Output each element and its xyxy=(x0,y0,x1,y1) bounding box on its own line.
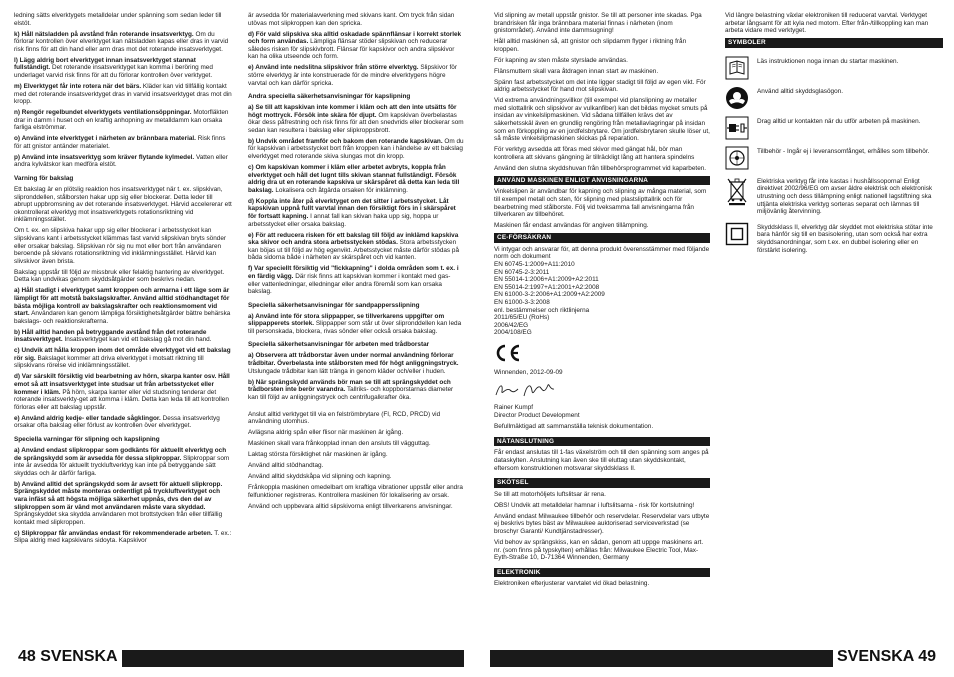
paragraph-body: Bakslag uppstår till följd av missbruk eller felaktig hantering av elverktyget. Detta kan undvikas genom skyddsåtgärder som beskrivs nedan. xyxy=(14,268,225,284)
weee-bin-icon xyxy=(725,176,749,206)
paragraph-lead: c) Om kapskivan kommer i kläm eller arbetet avbryts, koppla från elverktyget och håll det lugnt tills skivan stannat fullständigt. Försök aldrig dra ut en roterande kapskiva ur skärspåret då detta kan leda till bakslag. xyxy=(248,164,460,194)
paragraph xyxy=(248,352,464,375)
paragraph: Vid behov av sprängskiss, kan en sådan, genom att uppge maskinens art. nr. (som finns på typskylten) erhållas från: Milwaukee Electric Tool, Max-Eyth-Straße 10, D-71364 Winnenden, Germany xyxy=(494,538,704,562)
mains-text: Får endast anslutas till 1-fas växelström och till den spänning som anges på dataskylten. Anslutning kan även ske till eluttag utan skyddskontakt, eftersom konstruktionen motsvarar skyddsklass II. xyxy=(494,449,709,472)
paragraph-body: Anslut alltid verktyget till via en felströmbrytare (FI, RCD, PRCD) vid användning utomhus. xyxy=(248,410,441,426)
section-heading: Speciella säkerhetsanvisningar för sandpappersslipning xyxy=(248,301,420,309)
paragraph-lead: d) Var särskilt försiktig vid bearbetning av hörn, skarpa kanter osv. Håll emot så att insatsverktyget inte studsar ut från arbetsstycket eller kommer i kläm. xyxy=(14,373,230,396)
right-page-label: SVENSKA 49 xyxy=(833,646,940,668)
ce-line: 2011/65/EU (RoHs) xyxy=(494,314,550,322)
paragraph xyxy=(248,462,464,470)
paragraph xyxy=(14,269,232,284)
paragraph: Vid extrema användningsvillkor (till exempel vid planslipning av metaller med slottallrik och slipskivor av vulkanfiber) kan det bildas mycket smuts på insidan av vinkelslipmaskinen. Vid sådana tillfällen krävs det av säkerhetsskäl även en grundlig rengöring från metallavlagringar på insidan som en förkoppling av en jordfelsbrytare. Om jordfelsbrytaren skulle löser ut, så måste vinkelslipmaskinen skickas på reparation. xyxy=(494,97,710,143)
paragraph-body: Risk finns för att gnistor antänder materialet. xyxy=(14,135,226,150)
read-manual-icon xyxy=(725,56,749,80)
paragraph xyxy=(14,347,232,370)
paragraph-lead: a) Observera att trådborstar även under normal användning förlorar trådbitar. Överbelasta inte stålborsten med för högt anliggningstryck. xyxy=(248,352,459,368)
paragraph xyxy=(248,138,464,161)
paragraph xyxy=(14,530,232,545)
safety-glasses-icon xyxy=(725,86,749,110)
section-heading: Speciella varningar för slipning och kapslipning xyxy=(14,435,160,443)
ce-line: EN 55014-1:2006+A1:2009+A2:2011 xyxy=(494,276,599,284)
intended-use-text xyxy=(494,188,710,229)
paragraph xyxy=(248,411,464,426)
paragraph-lead: a) Använd inte för stora slippapper, se tillverkarens uppgifter om slippapperets storlek. xyxy=(248,312,445,328)
paragraph-body: T. ex.: Slipa aldrig med kapskivans sidoyta. Kapskivor xyxy=(14,529,232,545)
paragraph xyxy=(248,429,464,437)
paragraph-body: Om du förlorar kontrollen över elverktyget kan nätsladden kapas eller dras in varvid risk finns för att din hand eller arm dras mot det roterande insatsverktyget. xyxy=(14,30,229,53)
paragraph-body: Lämpliga flänsar stöder slipskivan och reducerar således risken för slipskivbrott. Flänsar för kapskivor och andra slipskivor kan ha olika utseende och form. xyxy=(248,38,455,61)
section-heading: Speciella säkerhetsanvisningar för arbeten med trådborstar xyxy=(248,341,430,349)
right-column-1 xyxy=(494,12,710,591)
section-heading-electronics: ELEKTRONIK xyxy=(494,568,710,578)
paragraph-lead: e) Använd inte nedslitna slipskivor från större elverktyg. xyxy=(248,64,419,72)
paragraph-body: På hörn, skarpa kanter eller vid studsning tenderar det roterande insatsverkty-get att komma i kläm. Detta kan leda till att kontrollen förloras eller att bakslag uppstår. xyxy=(14,388,229,411)
paragraph-body: Avlägsna aldrig spån eller flisor när maskinen är igång. xyxy=(248,429,404,437)
symbol-text-class-ii: Skyddsklass II, elverktyg där skyddet mot elektriska stötar inte bara hänför sig till en basisolering, utan som också har extra skyddsanordningar, som t.ex. en dubbel isolering eller en förstärkt isolering. xyxy=(757,223,933,254)
paragraph-body: är avsedda för materialavverkning med skivans kant. Om tryck från sidan utövas mot slipkroppen kan den spricka. xyxy=(248,12,455,27)
paragraph xyxy=(248,503,464,511)
ce-line: EN 61000-3-2:2006+A1:2009+A2:2009 xyxy=(494,291,605,299)
paragraph-lead: c) Slipkroppar får användas endast för rekommenderade arbeten. xyxy=(14,529,213,537)
left-column-2 xyxy=(248,12,464,514)
section-heading-ce: CE-FÖRSÄKRAN xyxy=(494,233,710,243)
paragraph xyxy=(14,12,232,27)
paragraph-body: Slipskivor för större elverktyg är inte konstruerade för de mindre elverktygens högre varvtal och kan därför spricka. xyxy=(248,64,457,87)
symbol-text-unplug: Drag alltid ur kontakten när du utför arbeten på maskinen. xyxy=(757,117,921,125)
ce-line: enl. bestämmelser och riktlinjerna xyxy=(494,306,590,314)
paragraph-body: Insatsverktyget kan vid ett bakslag gå mot din hand. xyxy=(62,336,212,344)
paragraph: Flänsmuttern skall vara åtdragen innan start av maskinen. xyxy=(494,67,659,75)
left-page-label: 48 SVENSKA xyxy=(14,646,122,668)
symbol-row-class-ii xyxy=(725,222,943,254)
paragraph: Vid slipning av metall uppstår gnistor. Se till att personer inte skadas. Pga brandrisken får inga brännbara material finnas i närheten (inom gnistområdet). Använd inte dammsugning! xyxy=(494,12,702,35)
paragraph: Använd den slutna skyddshuvan från tillbehörsprogrammet vid kaparbeten. xyxy=(494,164,707,172)
paragraph-body: Laktag största försiktighet när maskinen är igång. xyxy=(248,451,388,459)
paragraph xyxy=(14,135,232,150)
paragraph-body: ledning sätts elverktygets metalldelar under spänning som sedan leder till elstöt. xyxy=(14,12,222,27)
symbol-row-unplug xyxy=(725,116,943,140)
symbol-row-manual xyxy=(725,56,943,80)
paragraph-body: Lokalisera och åtgärda orsaken för inklämning. xyxy=(273,186,408,194)
paragraph: Se till att motorhöljets luftslitsar är rena. xyxy=(494,490,606,498)
paragraph-lead: e) För att reducera risken för ett bakslag till följd av inklämd kapskiva ska skivor och andra stora arbetsstycken stödas. xyxy=(248,231,459,247)
electronics-text: Elektroniken efterjusterar varvtalet vid ökad belastning. xyxy=(494,580,650,588)
paragraph xyxy=(14,227,232,265)
symbol-row-accessory xyxy=(725,146,943,170)
paragraph-lead: f) Var speciellt försiktig vid "fickkapning" i dolda områden som t. ex. i en färdig vägg. xyxy=(248,265,459,280)
paragraph xyxy=(248,104,464,134)
right-col1-intro xyxy=(494,12,710,172)
paragraph-body: Bakslaget kommer att driva elverktyget i motsatt riktning till slipskivans rörelse vid inklämningsstället. xyxy=(14,354,204,370)
ce-line: EN 61000-3-3:2008 xyxy=(494,298,550,306)
paragraph xyxy=(14,481,232,527)
paragraph-body: Motorfläkten drar in damm i huset och en kraftig anhopning av metalldamm kan orsaka farliga elströmmar. xyxy=(14,109,229,132)
paragraph xyxy=(248,265,464,295)
paragraph xyxy=(14,287,232,325)
paragraph-body: Sprängskyddet ska skydda användaren mot brottstycken från eller tillfällig kontakt med slipkroppen. xyxy=(14,511,223,526)
ce-signatory-name: Rainer Kumpf xyxy=(494,404,534,412)
paragraph: Håll alltid maskinen så, att gnistor och slipdamm flyger i riktning från kroppen. xyxy=(494,38,687,53)
maintenance-text xyxy=(494,491,710,562)
ce-line: Vi intygar och ansvarar för, att denna produkt överensstämmer med följande norm och dokument xyxy=(494,245,710,261)
paragraph-body: Använd alltid skyddskåpa vid slipning och kapning. xyxy=(248,473,392,481)
paragraph-body: Använd och uppbevara alltid slipskivorna enligt tillverkarens anvisningar. xyxy=(248,502,453,510)
ce-line: EN 60745-1:2009+A11:2010 xyxy=(494,260,575,268)
section-heading-symbols: SYMBOLER xyxy=(725,38,943,48)
paragraph: Använd endast Milwaukee tillbehör och reservdelar. Reservdelar vars utbyte ej beskrivs bytes bäst av Milwaukee auktoriserad serviceverkstad (se broschyr Garanti/ Kundtjänstadresser). xyxy=(494,512,710,535)
paragraph-body: Frånkoppla maskinen omedelbart om kraftiga vibrationer uppstår eller andra felfunktioner registreras. Kontrollera maskinen för lokalisering av orsak. xyxy=(248,484,463,499)
paragraph xyxy=(14,57,232,80)
section-heading: Andra speciella säkerhetsanvisningar för kapslipning xyxy=(248,93,411,101)
paragraph: Maskinen får endast användas för angiven tillämpning. xyxy=(494,222,649,230)
paragraph-body: Om du för kapskivan i arbetsstycket bort från kroppen kan i händelse av ett bakslag elverktyget med roterande skiva slungas mot din kropp. xyxy=(248,137,464,161)
symbol-text-accessory: Tillbehör - Ingår ej i leveransomfånget, erhålles som tillbehör. xyxy=(757,147,930,155)
paragraph-body: Ett bakslag är en plötslig reaktion hos insatsverktyget när t. ex. slipskivan, slipronddellen, stålborsten hakar upp sig eller blockerar. Detta leder till abrupt uppbromsning av det roterande insatsverktyget. Härvid accelererar ett okontrollerat elverktyg mot insatsverktygets rotationsriktning vid inklämningsstället. xyxy=(14,186,232,224)
paragraph-body: Där risk finns att kapskivan kommer i kontakt med gas- eller vattenledningar, elledningar eller andra föremål som kan orsaka bakslag. xyxy=(248,272,451,296)
section-heading-maintenance: SKÖTSEL xyxy=(494,478,710,488)
ce-mark-icon xyxy=(494,343,710,366)
section-heading: Varning för bakslag xyxy=(14,175,74,183)
ce-line: EN 60745-2-3:2011 xyxy=(494,268,550,276)
paragraph-lead: b) Använd alltid det sprängskydd som är avsett för aktuell slipkropp. Sprängskyddet måste monteras ordentligt på tryckluftverktyget och vara infäst så att högsta möjliga säkerhet uppnås, dvs den del av slipkroppen som är vänd mot användaren måste vara skyddad. xyxy=(14,480,223,511)
paragraph-lead: k) Håll nätsladden på avstånd från roterande insatsverktyg. xyxy=(14,30,194,38)
paragraph: OBS! Undvik att metalldelar hamnar i luftslitsarna - risk för kortslutning! xyxy=(494,501,695,509)
ce-line: EN 55014-2:1997+A1:2001+A2:2008 xyxy=(494,283,600,291)
paragraph-lead: a) Håll stadigt i elverktyget samt kroppen och armarna i ett läge som är lämpligt för att motstå bakslagskrafter. Använd alltid stödhandtaget för bästa möjliga kontroll av bakslagskrafter och reaktionsmoment vid start. xyxy=(14,287,230,318)
paragraph xyxy=(248,379,464,402)
paragraph xyxy=(248,232,464,262)
ce-line: 2006/42/EG xyxy=(494,321,529,329)
paragraph-lead: c) Undvik att hålla kroppen inom det område elverktyget vid ett bakslag rör sig. xyxy=(14,347,231,362)
ce-signatory-title: Director Product Development xyxy=(494,411,580,419)
paragraph xyxy=(14,415,232,430)
paragraph: Vinkelslipen är användbar för kapning och slipning av många material, som till exempel metall och sten, för slipning med plastslipttallrik och för bearbetning med stålborste. Följ vid tveksamma fall anvisningarna från tillverkaren av tillbehöret. xyxy=(494,188,707,219)
paragraph-lead: l) Lägg aldrig bort elverktyget innan insatsverktyget stannat fullständigt. xyxy=(14,56,196,72)
paragraph: För kapning av sten måste styrslade användas. xyxy=(494,56,628,64)
paragraph xyxy=(14,186,232,224)
symbol-row-weee xyxy=(725,176,943,216)
paragraph xyxy=(248,473,464,481)
paragraph-lead: m) Elverktyget får inte rotera när det bärs. xyxy=(14,82,142,90)
paragraph-lead: a) Använd endast slipkroppar som godkänts för aktuellt elverktyg och de sprängskydd som är avsedda för dessa slipkroppar. xyxy=(14,446,227,462)
paragraph-lead: b) Undvik området framför och bakom den roterande kapskivan. xyxy=(248,137,443,145)
paragraph xyxy=(248,451,464,459)
paragraph xyxy=(248,12,464,27)
paragraph-body: Om t. ex. en slipskiva hakar upp sig eller blockerar i arbetsstycket kan slipskivans kant i arbetsstycket klämmas fast varvid slipskivan bryts sönder eller orsakar bakslag. Slipskivan rör sig nu mot eller bort från användaren beroende på skivans rotationsriktning vid inklämningsstället. Härvid kan slivskivor även brista. xyxy=(14,227,227,265)
paragraph xyxy=(248,164,464,194)
paragraph xyxy=(248,64,464,87)
ce-declaration-text xyxy=(494,246,710,337)
paragraph-body: Dessa insatsverktyg orsakar ofta bakslag eller förlust av kontrollen över elverktyget. xyxy=(14,414,220,430)
paragraph-body: Slippapper som står ut över slipronddellen kan leda till personskada, blockera, rivas sönder eller också orsaka bakslag. xyxy=(248,320,462,335)
paragraph-body: Stora arbetsstycken kan böjas ut till följd av hög egenvikt. Arbetsstycket måste därför stödas på båda sidorna både i närheten av skärspåret och vid kanten. xyxy=(248,239,460,262)
symbol-text-glasses: Använd alltid skyddsglasögon. xyxy=(757,87,843,95)
paragraph-lead: o) Använd inte elverktyget i närheten av brännbara material. xyxy=(14,135,196,143)
paragraph-body: Maskinen skall vara frånkopplad innan den ansluts till vägguttag. xyxy=(248,440,431,448)
paragraph xyxy=(248,313,464,336)
paragraph xyxy=(14,109,232,132)
paragraph xyxy=(248,484,464,499)
ce-line: 2004/108/EG xyxy=(494,329,532,337)
paragraph-body: Slipkroppar som inte är avsedda för aktuellt tryckluftverktyg kan inte på betryggande sätt skyddas och är därför farliga. xyxy=(14,454,230,477)
unplug-icon xyxy=(725,116,749,140)
paragraph-body: Tallriks- och koppborstarnas diameter kan till följd av anliggningstryck och centrifugalkrafter öka. xyxy=(248,386,454,401)
paragraph-body: Det roterande insatsverktyget kan komma i beröring med underlaget varvid risk finns för att du förlorar kontrollen över verktyget. xyxy=(14,64,213,79)
section-heading-mains: NÄTANSLUTNING xyxy=(494,437,710,447)
ce-place-date: Winnenden, 2012-09-09 xyxy=(494,369,563,377)
paragraph-lead: n) Rengör regelbundet elverktygets ventilationsöppningar. xyxy=(14,109,192,117)
ce-authorized: Befullmäktigad att sammanställa teknisk dokumentation. xyxy=(494,423,654,431)
paragraph: För verktyg avsedda att föras med skivor med gängat hål, bör man kontrollera att skivans gängning är tillräckligt lång att hantera spindelns xyxy=(494,146,695,161)
symbol-text-manual: Läs instruktionen noga innan du startar maskinen. xyxy=(757,57,899,65)
paragraph xyxy=(248,198,464,228)
accessory-icon xyxy=(725,146,749,170)
paragraph-lead: b) När sprängskydd används bör man se till att sprängskyddet och trådborsten inte berör varandra. xyxy=(248,378,451,394)
paragraph-body: I annat fall kan skivan haka upp sig, hoppa ur arbetsstycket eller orsaka bakslag. xyxy=(248,213,439,228)
paragraph-body: Vatten eller andra kylvätskor kan medföra elstöt. xyxy=(14,153,228,169)
paragraph-lead: d) För vald slipskiva ska alltid oskadade spännflänsar i korrekt storlek och form användas. xyxy=(248,30,462,46)
right-column-2 xyxy=(725,12,943,260)
paragraph xyxy=(248,440,464,448)
paragraph-lead: p) Använd inte insatsverktyg som kräver flytande kylmedel. xyxy=(14,153,195,161)
section-heading-intended-use: ANVÄND MASKINEN ENLIGT ANVISNINGARNA xyxy=(494,176,710,186)
paragraph xyxy=(14,329,232,344)
paragraph-lead: d) Koppla inte åter på elverktyget om det sitter i arbetsstycket. Låt kapskivan uppnå fullt varvtal innan den försiktigt förs in i skärspåret för fortsatt kapning. xyxy=(248,197,456,220)
paragraph-body: Användaren kan genom lämpliga försiktighetsåtgärder bättre behärska bakslags- och reaktionskrafterna. xyxy=(14,310,231,325)
signature-icon xyxy=(494,381,710,401)
paragraph xyxy=(14,373,232,411)
paragraph-body: Kläder kan vid tillfällig kontakt med det roterande insatsverktyget dras in varvid insatsverktyget dras mot din kropp. xyxy=(14,82,232,106)
paragraph xyxy=(14,154,232,169)
paragraph xyxy=(14,447,232,477)
paragraph xyxy=(248,31,464,61)
paragraph: Spänn fast arbetsstycket om det inte ligger stadigt till följd av egen vikt. För aldrig arbetsstycket för hand mot slipskivan. xyxy=(494,78,706,94)
paragraph-body: Använd alltid stödhandtag. xyxy=(248,462,324,470)
paragraph-lead: a) Se till att kapskivan inte kommer i kläm och att den inte utsätts för högt mottryck. Försök inte skära för djupt. xyxy=(248,104,457,119)
left-column-1 xyxy=(14,12,232,548)
protection-class-ii-icon xyxy=(725,222,749,246)
paragraph xyxy=(14,31,232,54)
paragraph-lead: e) Använd aldrig kedje- eller tandade sågklingor. xyxy=(14,414,161,422)
paragraph-body: Utslungade trådbitar kan lätt tränga in genom kläder och/eller i huden. xyxy=(248,367,446,375)
electronics-continued: Vid längre belastning växlar elektroniken till reducerat varvtal. Verktyget arbetar långsamt för att kyla ned motorn. Efter från-/tillkoppling kan man arbeta vidare med verktyget. xyxy=(725,12,929,35)
paragraph-lead: b) Håll alltid handen på betryggande avstånd från det roterande insatsverktyget. xyxy=(14,328,207,344)
symbol-row-glasses xyxy=(725,86,943,110)
paragraph xyxy=(14,83,232,106)
paragraph-body: Om kapskivan överbelastas ökar dess påfrestning och risk finns för att den snedvrids eller blockerar som sedan kan resultera i bakslag eller slipkroppsbrott. xyxy=(248,111,464,134)
symbol-text-weee: Elektriska verktyg får inte kastas i hushållssoporna! Enligt direktivet 2002/96/EG om avser äldre elektrisk och elektronisk utrustning och dess tillämpning enligt nationell lagstiftning ska uttjänta elektriska verktyg sorteras separat och lämnas till miljövänlig återvinning. xyxy=(757,177,933,216)
